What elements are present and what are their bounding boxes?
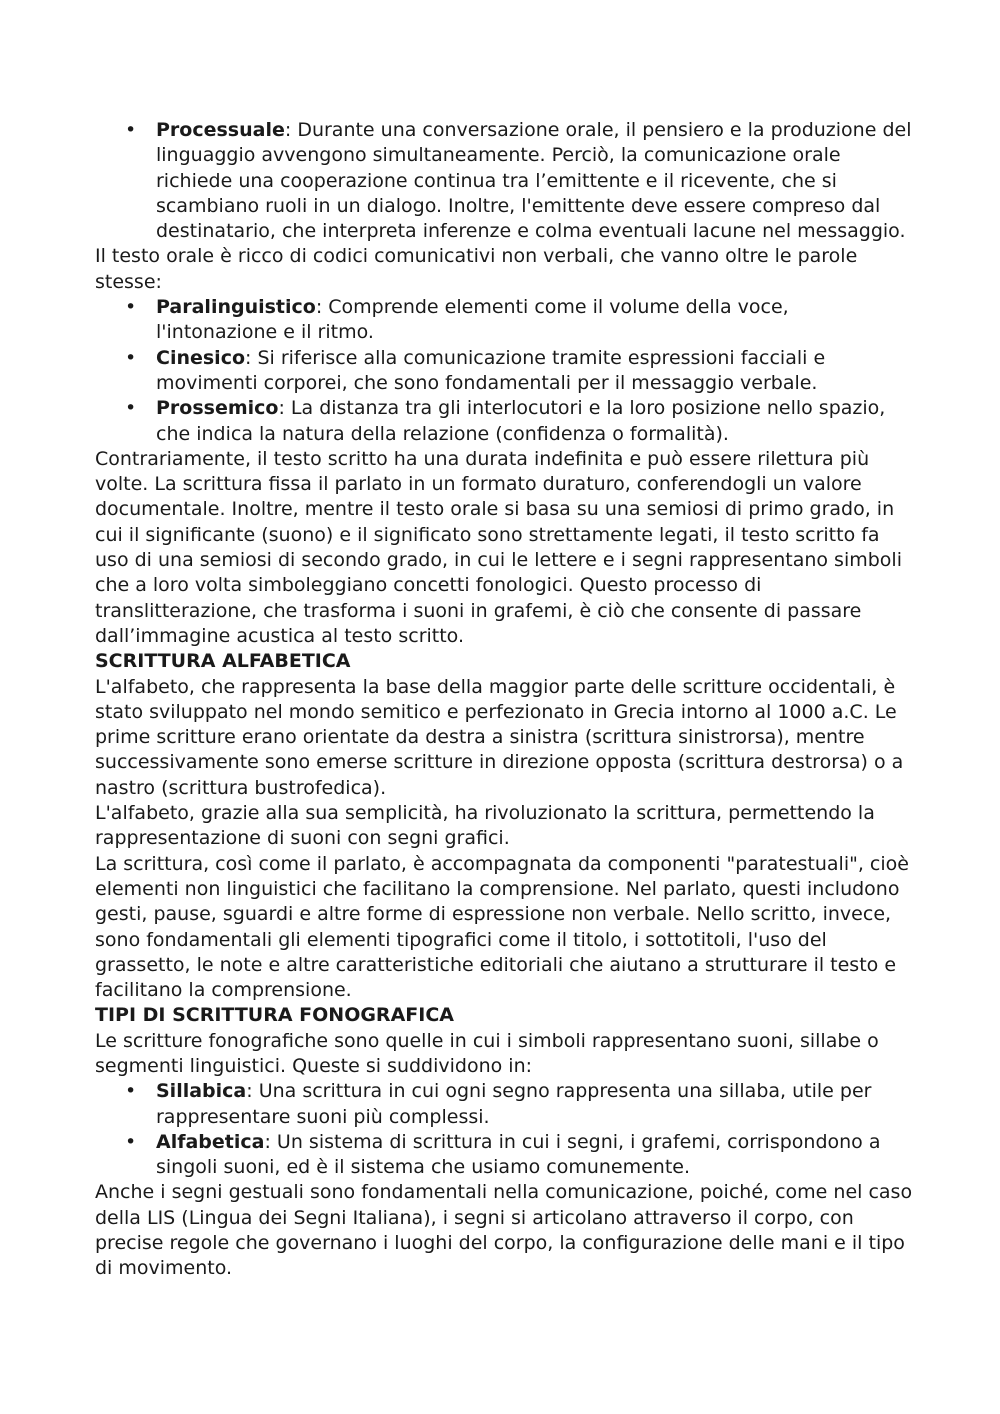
- list-item-term: Alfabetica: [156, 1130, 265, 1153]
- list-item-text: : Una scrittura in cui ogni segno rappresenta una sillaba, utile per rappresentare suoni più complessi.: [156, 1080, 872, 1128]
- list-item-term: Cinesico: [156, 346, 246, 369]
- document-page: [95, 118, 915, 1282]
- bullet-icon: •: [125, 119, 137, 141]
- list-item-text: : Comprende elementi come il volume della voce, l'intonazione e il ritmo.: [156, 296, 789, 344]
- list-item: [95, 295, 915, 346]
- list-item-term: Sillabica: [156, 1080, 247, 1103]
- list-item-text: : La distanza tra gli interlocutori e la loro posizione nello spazio, che indica la natura della relazione (confidenza o formalità).: [156, 397, 886, 445]
- list-writing-types: [95, 1079, 915, 1180]
- list-item-text: : Durante una conversazione orale, il pensiero e la produzione del linguaggio avvengono simultaneamente. Perciò, la comunicazione orale richiede una cooperazione continua tra l’emittente e il ricevente, che si scambiano ruoli in un dialogo. Inoltre, l'emittente deve essere compreso dal destinatario, che interpreta inferenze e colma eventuali lacune nel messaggio.: [156, 119, 912, 243]
- list-item-text: : Un sistema di scrittura in cui i segni, i grafemi, corrispondono a singoli suoni, ed è il sistema che usiamo comunemente.: [156, 1130, 881, 1179]
- list-item-text: : Si riferisce alla comunicazione tramite espressioni facciali e movimenti corporei, che sono fondamentali per il messaggio verbale.: [156, 346, 826, 394]
- section-heading: TIPI DI SCRITTURA FONOGRAFICA: [95, 1004, 454, 1027]
- paragraph: Anche i segni gestuali sono fondamentali nella comunicazione, poiché, come nel caso della LIS (Lingua dei Segni Italiana), i segni si articolano attraverso il corpo, con precise regole che governano i luoghi del corpo, la configurazione delle mani e il tipo di movimento.: [95, 1181, 913, 1280]
- paragraph: La scrittura, così come il parlato, è accompagnata da componenti "paratestuali", cioè elementi non linguistici che facilitano la comprensione. Nel parlato, questi includono gesti, pause, sguardi e altre forme di espressione non verbale. Nello scritto, invece, sono fondamentali gli elementi tipografici come il titolo, i sottotitoli, l'uso del grassetto, le note e altre caratteristiche editoriali che aiutano a strutturare il testo e facilitano la comprensione.: [95, 852, 909, 1002]
- bullet-icon: •: [125, 346, 137, 369]
- paragraph: Contrariamente, il testo scritto ha una durata indefinita e può essere rilettura più volte. La scrittura fissa il parlato in un formato duraturo, conferendogli un valore documentale. Inoltre, mentre il testo orale si basa su una semiosi di primo grado, in cui il significante (suono) e il significato sono strettamente legati, il testo scritto fa uso di una semiosi di secondo grado, in cui le lettere e i segni rappresentano simboli che a loro volta simboleggiano concetti fonologici. Questo processo di translitterazione, che trasforma i suoni in grafemi, è ciò che consente di passare dall’immagine acustica al testo scritto.: [95, 447, 902, 647]
- list-item: [95, 346, 915, 397]
- paragraph: L'alfabeto, grazie alla sua semplicità, ha rivoluzionato la scrittura, permettendo la rappresentazione di suoni con segni grafici.: [95, 802, 875, 850]
- paragraph: Le scritture fonografiche sono quelle in cui i simboli rappresentano suoni, sillabe o segmenti linguistici. Queste si suddividono in:: [95, 1029, 879, 1077]
- paragraph: Il testo orale è ricco di codici comunicativi non verbali, che vanno oltre le parole stesse:: [95, 245, 858, 293]
- list-item: [95, 1130, 915, 1181]
- list-item: [95, 396, 915, 447]
- list-nonverbal-codes: [95, 295, 915, 447]
- section-heading: SCRITTURA ALFABETICA: [95, 650, 351, 673]
- list-item: [95, 1079, 915, 1130]
- bullet-icon: •: [125, 397, 137, 420]
- list-item-term: Paralinguistico: [156, 296, 316, 319]
- list-oral-features: [95, 118, 915, 244]
- bullet-icon: •: [125, 296, 137, 319]
- list-item: [95, 118, 915, 244]
- bullet-icon: •: [125, 1080, 137, 1103]
- list-item-term: Prossemico: [156, 397, 279, 420]
- paragraph: L'alfabeto, che rappresenta la base della maggior parte delle scritture occidentali, è stato sviluppato nel mondo semitico e perfezionato in Grecia intorno al 1000 a.C. Le prime scritture erano orientate da destra a sinistra (scrittura sinistrorsa), mentre successivamente sono emerse scritture in direzione opposta (scrittura destrorsa) o a nastro (scrittura bustrofedica).: [95, 675, 904, 799]
- bullet-icon: •: [125, 1130, 137, 1153]
- list-item-term: Processuale: [156, 119, 285, 141]
